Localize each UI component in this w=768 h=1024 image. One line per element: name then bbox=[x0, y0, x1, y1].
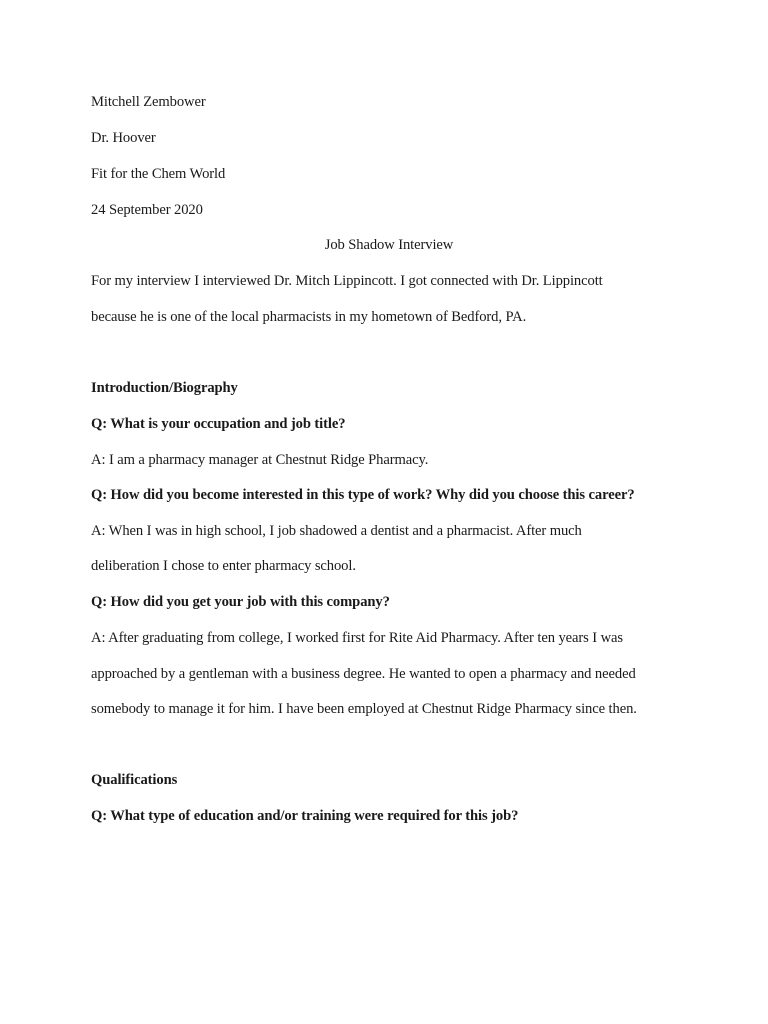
answer-line: A: I am a pharmacy manager at Chestnut Ridge Pharmacy. bbox=[91, 452, 429, 468]
author-name: Mitchell Zembower bbox=[91, 94, 206, 110]
instructor-name: Dr. Hoover bbox=[91, 130, 156, 146]
document-title: Job Shadow Interview bbox=[324, 237, 454, 253]
intro-paragraph-line: For my interview I interviewed Dr. Mitch Lippincott. I got connected with Dr. Lippincott bbox=[91, 273, 603, 289]
answer-line: deliberation I chose to enter pharmacy school. bbox=[91, 558, 356, 574]
intro-paragraph-line: because he is one of the local pharmacists in my hometown of Bedford, PA. bbox=[91, 309, 527, 325]
question: Q: What is your occupation and job title? bbox=[91, 416, 346, 432]
section-heading-qualifications: Qualifications bbox=[91, 772, 178, 788]
section-heading-introduction: Introduction/Biography bbox=[91, 380, 238, 396]
question: Q: How did you become interested in this type of work? Why did you choose this career? bbox=[91, 487, 635, 503]
document-date: 24 September 2020 bbox=[91, 202, 203, 218]
answer-line: A: After graduating from college, I worked first for Rite Aid Pharmacy. After ten years I was bbox=[91, 630, 623, 646]
course-name: Fit for the Chem World bbox=[91, 166, 226, 182]
answer-line: A: When I was in high school, I job shadowed a dentist and a pharmacist. After much bbox=[91, 523, 582, 539]
answer-line: approached by a gentleman with a business degree. He wanted to open a pharmacy and needed bbox=[91, 666, 636, 682]
answer-line: somebody to manage it for him. I have been employed at Chestnut Ridge Pharmacy since then. bbox=[91, 701, 637, 717]
question: Q: What type of education and/or training were required for this job? bbox=[91, 808, 519, 824]
question: Q: How did you get your job with this company? bbox=[91, 594, 390, 610]
